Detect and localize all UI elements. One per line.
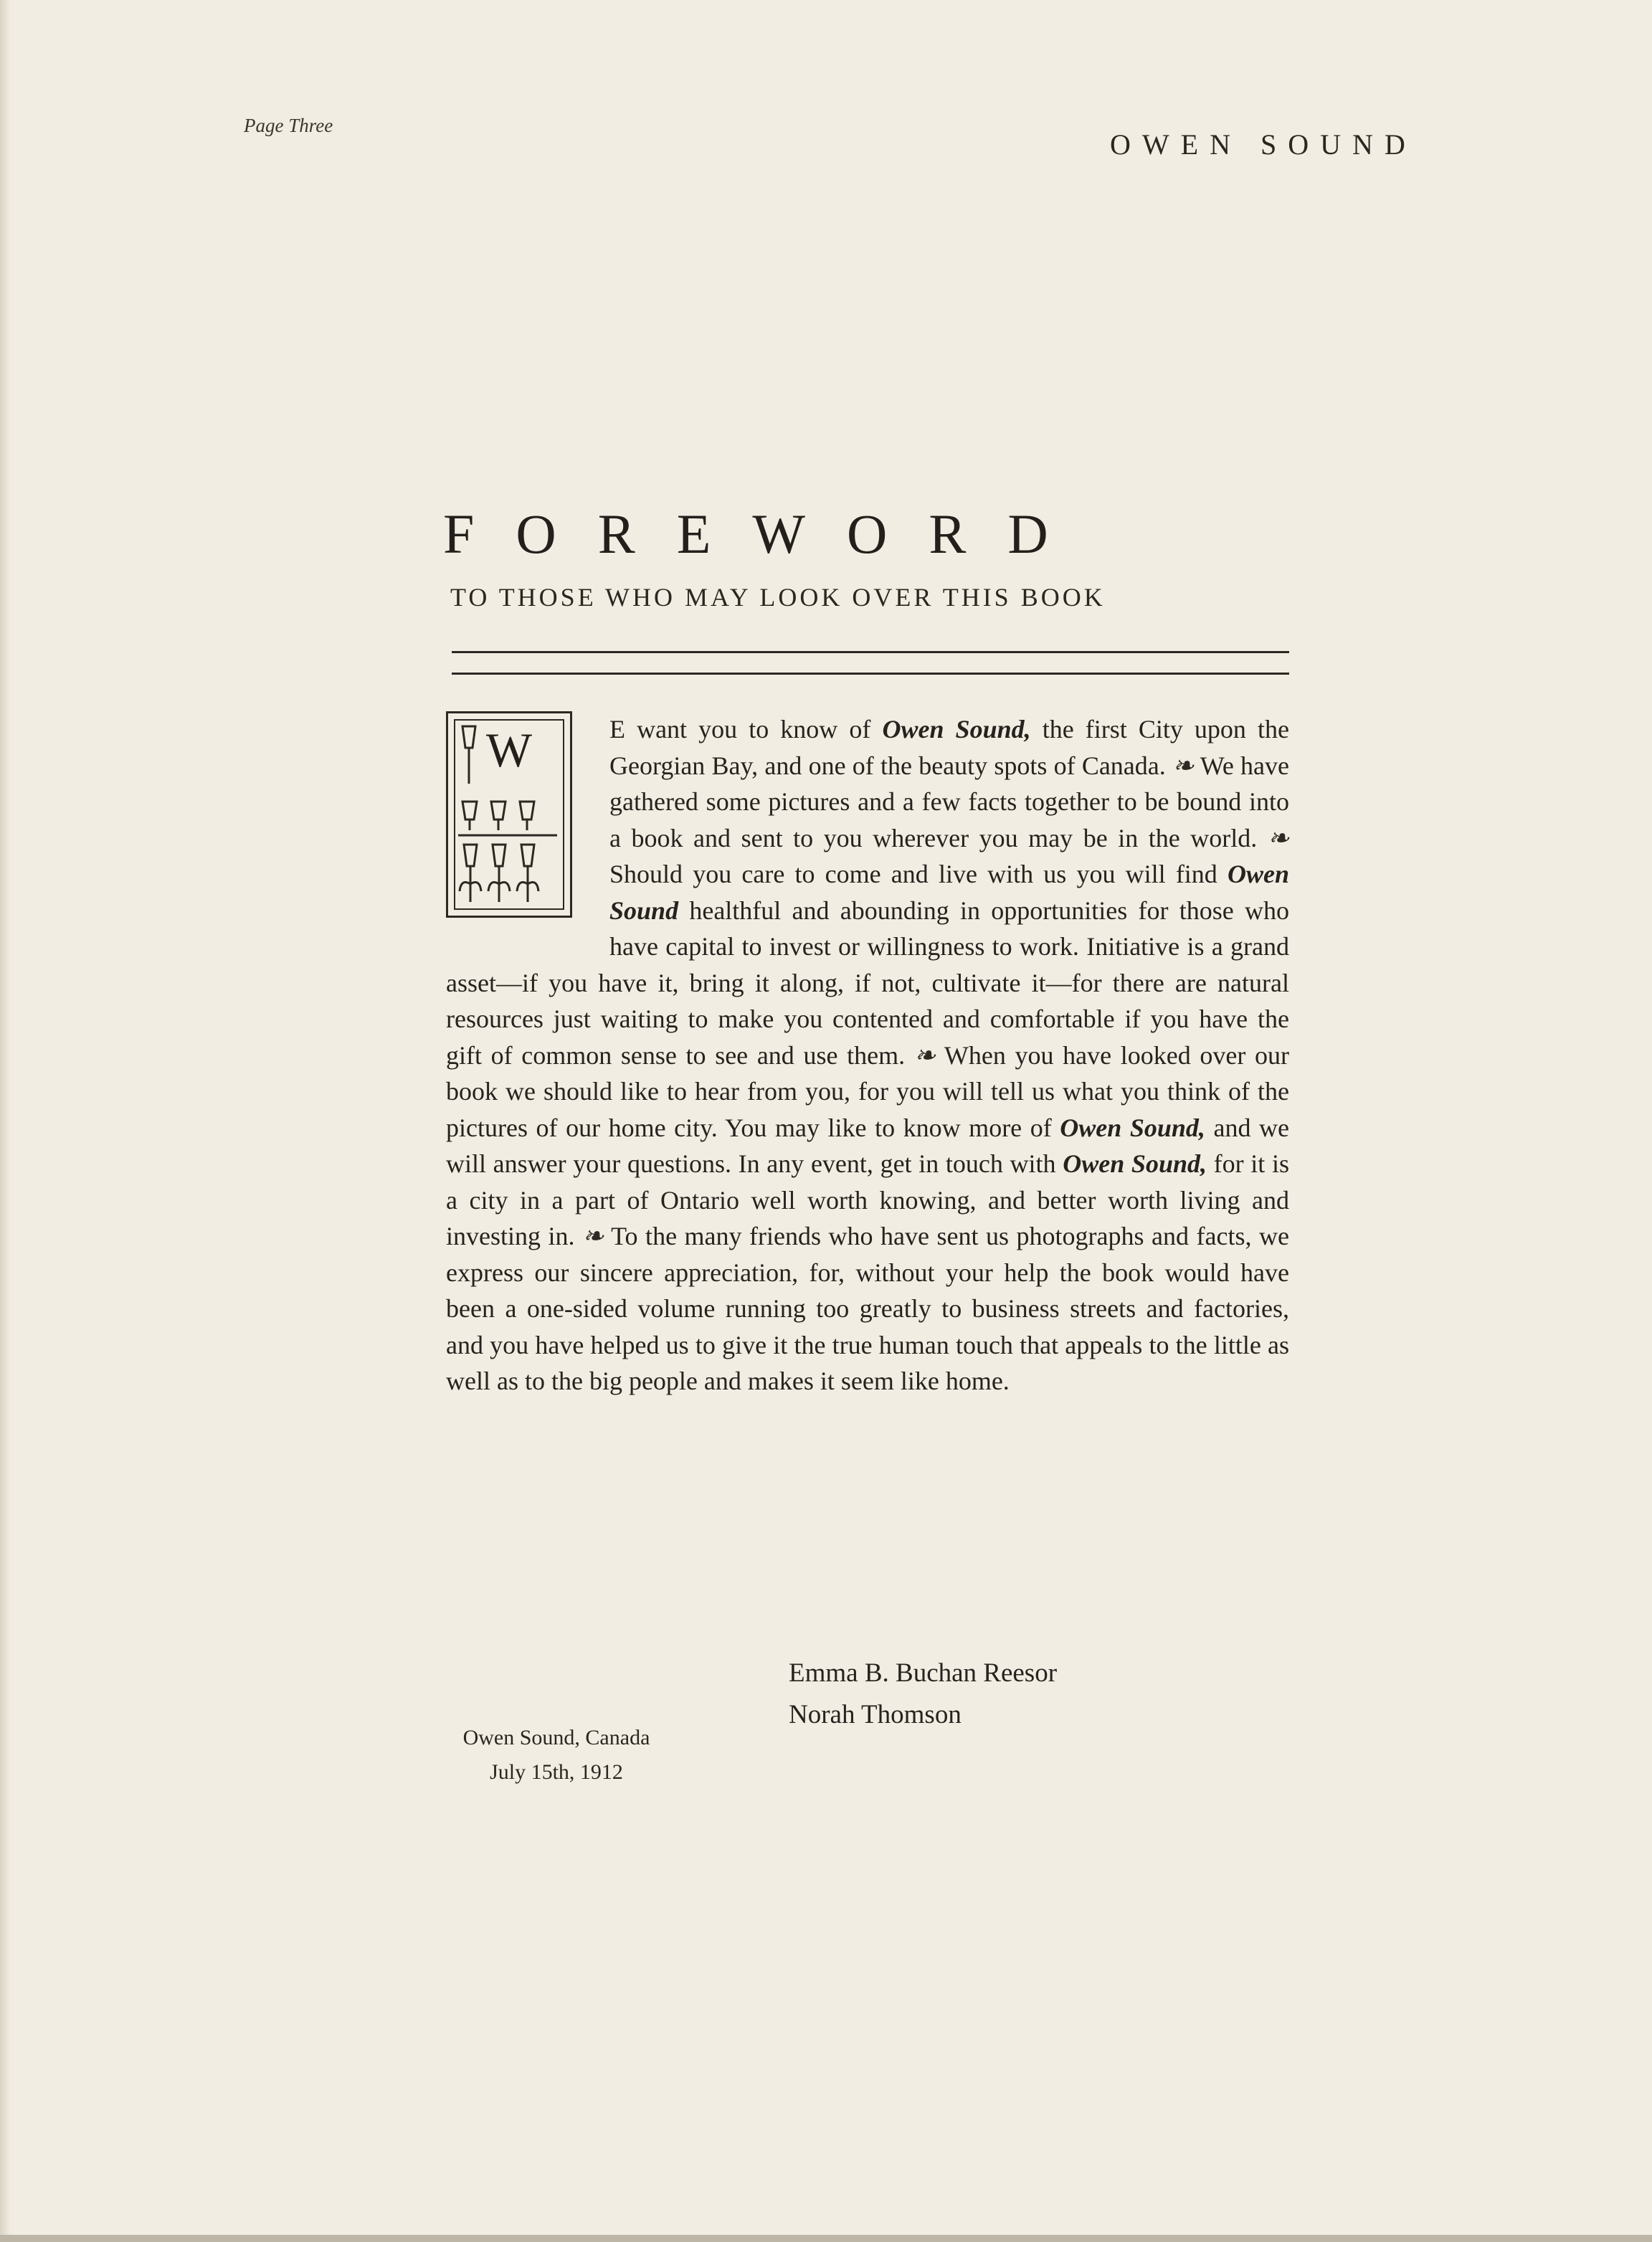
- body-text-8: for it is a city in a part of Ontario well worth knowing, and better worth living and investing in.: [446, 1149, 1289, 1250]
- page-title: FOREWORD: [443, 503, 1090, 565]
- drop-cap-letter: W: [485, 723, 533, 777]
- body-emphasis-3: Owen Sound,: [1060, 1113, 1205, 1142]
- place-date-block: [427, 1721, 685, 1790]
- body-text-6: When you have looked over our book we should like to hear from you, for you will tell us what you think of the pictures of our home city. You may like to know more of: [446, 1040, 1290, 1142]
- place-line: Owen Sound, Canada: [462, 1726, 650, 1749]
- page-bottom-edge: [0, 2235, 1652, 2242]
- body-text-2: the first City upon the Georgian Bay, and one of the beauty spots of Canada.: [609, 715, 1289, 780]
- running-title: OWEN SOUND: [1110, 128, 1417, 161]
- body-emphasis-4: Owen Sound,: [1063, 1149, 1207, 1178]
- body-text-5: healthful and abounding in opportunities for those who have capital to invest or willingness to work. Initiative is a grand asset—if you have it, bring it along, if not, cultivate it—for there are natural resources just waiting to make you contented and comfortable if you have the gift of common sense to see and use them.: [446, 896, 1289, 1070]
- fleuron-ornament-2: ❧: [1267, 823, 1289, 852]
- signature-1: Emma B. Buchan Reesor: [789, 1658, 1058, 1688]
- body-text-1: E want you to know of: [609, 715, 883, 744]
- foreword-body: [446, 711, 1289, 1400]
- fleuron-ornament-4: ❧: [582, 1222, 604, 1250]
- body-text-9: To the many friends who have sent us photographs and facts, we express our sincere appreciation, for, without your help the book would have been a one-sided volume running too greatly to business streets and factories, and you have helped us to give it the true human touch that appeals to the little as well as to the big people and makes it seem like home.: [446, 1222, 1289, 1395]
- page-subtitle: TO THOSE WHO MAY LOOK OVER THIS BOOK: [450, 583, 1106, 612]
- date-line: July 15th, 1912: [490, 1760, 623, 1784]
- body-text-4: Should you care to come and live with us you will find: [609, 860, 1228, 888]
- page-number-label: Page Three: [244, 115, 333, 136]
- signature-2: Norah Thomson: [789, 1700, 962, 1729]
- drop-cap-box: [446, 711, 572, 918]
- body-text-3: We have gathered some pictures and a few facts together to be bound into a book and sent to you wherever you may be in the world.: [609, 751, 1290, 852]
- fleuron-ornament-1: ❧: [1172, 751, 1195, 780]
- page-edge-shadow: [0, 0, 10, 2242]
- body-emphasis-2: Owen Sound: [609, 860, 1289, 925]
- body-text-7: and we will answer your questions. In any event, get in touch with: [446, 1113, 1289, 1178]
- body-emphasis-1: Owen Sound,: [882, 715, 1031, 744]
- fleuron-ornament-3: ❧: [913, 1040, 936, 1070]
- title-rule-bottom: [452, 673, 1289, 675]
- title-rule-top: [452, 651, 1289, 653]
